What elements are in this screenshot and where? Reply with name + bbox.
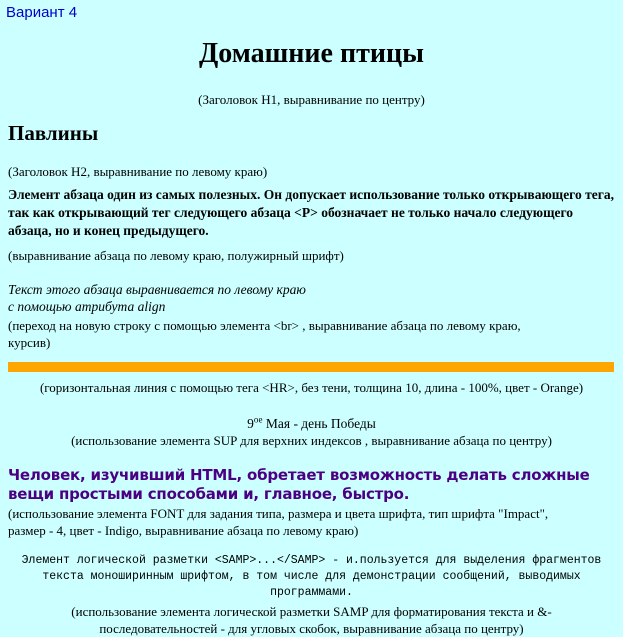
victory-number: 9 bbox=[247, 416, 254, 431]
bold-note: (выравнивание абзаца по левому краю, полужирный шрифт) bbox=[8, 248, 344, 263]
italic-line-2: с помощью атрибута align bbox=[8, 299, 166, 314]
samp-line-1: Элемент логической разметки <SAMP>...</SAMP> - и.пользуется для выделения фрагментов bbox=[21, 554, 602, 567]
italic-line-1: Текст этого абзаца выравнивается по левому краю bbox=[8, 282, 306, 297]
victory-line bbox=[0, 415, 623, 432]
bold-paragraph: Элемент абзаца один из самых полезных. Он допускает использование только открывающего тега, так как открывающий тег следующего абзаца <P> обозначает не только начало следующего абзаца, но и конец предыдущего. bbox=[8, 187, 614, 238]
impact-note-line-2: размер - 4, цвет - Indigo, выравнивание абзаца по левому краю) bbox=[8, 523, 359, 538]
samp-paragraph bbox=[0, 553, 623, 601]
italic-note-line-2: курсив) bbox=[8, 335, 51, 350]
h1-note: (Заголовок H1, выравнивание по центру) bbox=[198, 92, 425, 107]
variant-label: Вариант 4 bbox=[6, 4, 78, 21]
victory-text: Мая - день Победы bbox=[262, 416, 376, 431]
samp-note-line-1: (использование элемента логической разметки SAMP для форматирования текста и &- bbox=[71, 604, 552, 619]
hr-note: (горизонтальная линия с помощью тега <HR>, без тени, толщина 10, длина - 100%, цвет - Orange) bbox=[39, 380, 584, 395]
samp-note bbox=[0, 603, 623, 637]
italic-paragraph bbox=[8, 281, 306, 315]
impact-note-line-1: (использование элемента FONT для задания типа, размера и цвета шрифта, тип шрифта "Impact", bbox=[8, 506, 549, 521]
italic-note-line-1: (переход на новую строку с помощью элемента <br> , выравнивание абзаца по левому краю, bbox=[8, 318, 521, 333]
section-heading: Павлины bbox=[8, 121, 99, 145]
samp-line-3: программами. bbox=[270, 586, 353, 599]
impact-note bbox=[8, 505, 548, 539]
samp-note-line-2: последовательностей - для угловых скобок, выравнивание абзаца по центру) bbox=[99, 621, 524, 636]
italic-note bbox=[8, 317, 521, 351]
page-title: Домашние птицы bbox=[199, 38, 424, 69]
impact-paragraph: Человек, изучивший HTML, обретает возможность делать сложные вещи простыми способами и, главное, быстро. bbox=[8, 466, 590, 503]
samp-line-2: текста моноширинным шрифтом, в том числе для демонстрации сообщений, выводимых bbox=[42, 570, 581, 583]
horizontal-rule bbox=[8, 362, 614, 372]
victory-superscript: ое bbox=[253, 414, 263, 425]
h2-note: (Заголовок H2, выравнивание по левому краю) bbox=[8, 164, 268, 179]
victory-note: (использование элемента SUP для верхних индексов , выравнивание абзаца по центру) bbox=[71, 433, 552, 448]
